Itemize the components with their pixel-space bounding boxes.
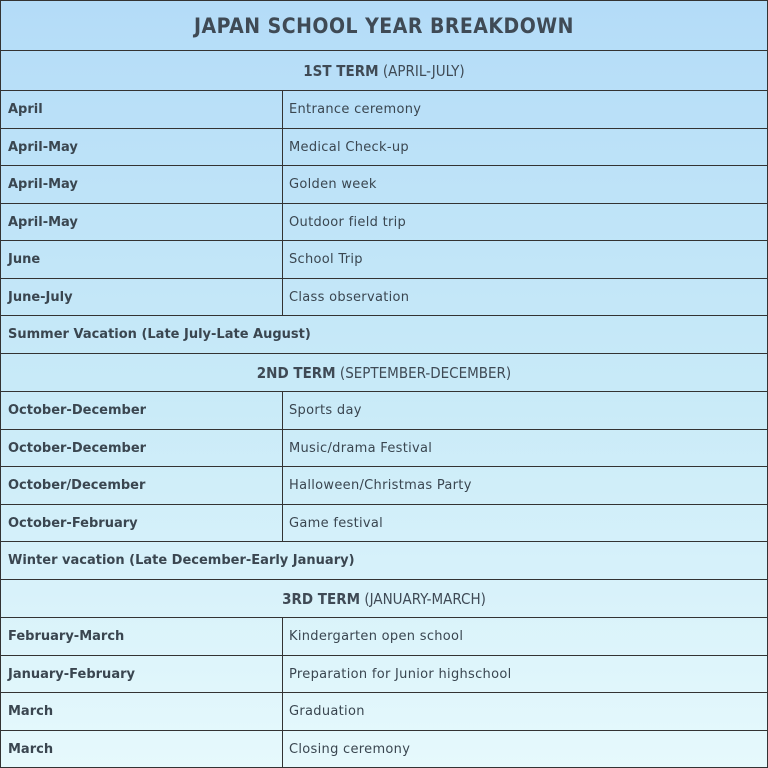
event-name: Closing ceremony [289,741,411,757]
event-name: Golden week [289,177,377,192]
table-row [1,166,767,204]
event-period: March [1,731,283,767]
event-period: June [1,241,283,278]
event-name: Game festival [289,515,384,531]
table-row [1,204,767,241]
vacation-row: Summer Vacation (Late July-Late August) [1,316,767,354]
event-name: School Trip [289,252,363,267]
event-period: October-December [1,392,283,429]
term-header-2 [1,354,767,392]
table-row [1,279,767,316]
table-row [1,467,767,505]
term-header-text [282,590,486,608]
table-row [1,731,767,767]
event-name: Medical Check-up [289,139,409,155]
event-name: Outdoor field trip [289,214,407,230]
table-title-row [1,1,767,51]
event-name: Halloween/Christmas Party [289,478,472,493]
table-row [1,656,767,693]
event-period: February-March [1,618,283,655]
event-name: Sports day [289,403,362,418]
vacation-row: Winter vacation (Late December-Early January) [1,542,767,580]
event-name: Preparation for Junior highschool [289,666,512,682]
table-row [1,129,767,166]
table-row [1,392,767,430]
event-period: April-May [1,166,283,203]
event-name: Graduation [289,704,365,719]
term-header-text [257,364,511,382]
term-name: 2ND TERM [256,363,336,382]
term-header-3 [1,580,767,618]
event-name: Class observation [289,289,410,305]
term-range: (JANUARY-MARCH) [364,589,486,608]
table-row [1,505,767,542]
event-period: March [1,693,283,730]
event-period: October-February [1,505,283,541]
event-name: Kindergarten open school [289,629,464,644]
event-period: June-July [1,279,283,315]
term-range: (APRIL-JULY) [382,61,465,80]
term-header-1 [1,51,767,91]
event-period: April-May [1,129,283,165]
term-header-text [303,62,464,80]
table-row [1,618,767,656]
term-range: (SEPTEMBER-DECEMBER) [339,363,512,382]
event-name: Entrance ceremony [289,102,422,117]
term-name: 1ST TERM [303,61,379,80]
table-row [1,91,767,129]
event-period: January-February [1,656,283,692]
event-name: Music/drama Festival [289,440,433,456]
event-period: October/December [1,467,283,504]
table-title: JAPAN SCHOOL YEAR BREAKDOWN [194,13,574,38]
table-row [1,693,767,731]
table-row [1,430,767,467]
event-period: April-May [1,204,283,240]
event-period: April [1,91,283,128]
term-name: 3RD TERM [282,589,361,608]
event-period: October-December [1,430,283,466]
table-row [1,241,767,279]
